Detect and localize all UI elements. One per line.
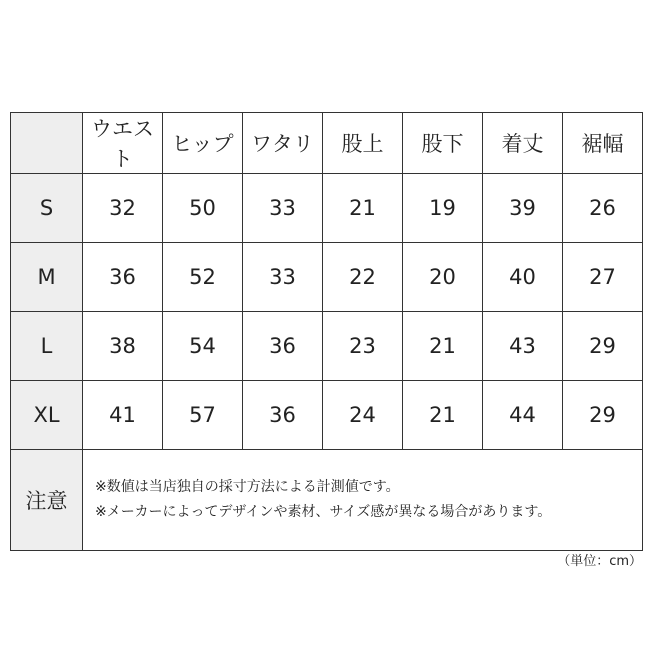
- table-cell: 36: [243, 312, 323, 381]
- size-chart-table: [10, 112, 643, 551]
- table-cell: 38: [83, 312, 163, 381]
- size-label: M: [11, 243, 83, 312]
- note-label: 注意: [11, 450, 83, 551]
- header-length: 着丈: [483, 113, 563, 174]
- size-label: XL: [11, 381, 83, 450]
- table-cell: 52: [163, 243, 243, 312]
- header-waist: ウエスト: [83, 113, 163, 174]
- table-cell: 32: [83, 174, 163, 243]
- size-label: S: [11, 174, 83, 243]
- table-cell: 39: [483, 174, 563, 243]
- note-content: [83, 450, 643, 551]
- table-cell: 44: [483, 381, 563, 450]
- corner-cell: [11, 113, 83, 174]
- header-hip: ヒップ: [163, 113, 243, 174]
- table-cell: 29: [563, 312, 643, 381]
- note-line: ※数値は当店独自の採寸方法による計測値です。: [95, 479, 400, 495]
- table-cell: 22: [323, 243, 403, 312]
- table-cell: 57: [163, 381, 243, 450]
- table-cell: 36: [83, 243, 163, 312]
- table-cell: 20: [403, 243, 483, 312]
- table-cell: 21: [323, 174, 403, 243]
- table-cell: 50: [163, 174, 243, 243]
- table-cell: 33: [243, 243, 323, 312]
- table-cell: 24: [323, 381, 403, 450]
- note-row: [11, 450, 643, 551]
- header-thigh: ワタリ: [243, 113, 323, 174]
- table-cell: 26: [563, 174, 643, 243]
- table-cell: 29: [563, 381, 643, 450]
- table-cell: 41: [83, 381, 163, 450]
- table-cell: 40: [483, 243, 563, 312]
- header-hem-width: 裾幅: [563, 113, 643, 174]
- note-line: ※メーカーによってデザインや素材、サイズ感が異なる場合があります。: [95, 504, 552, 520]
- table-cell: 27: [563, 243, 643, 312]
- unit-note: （単位：cm）: [557, 554, 642, 569]
- header-row: [11, 113, 643, 174]
- table-row: [11, 381, 643, 450]
- header-inseam: 股下: [403, 113, 483, 174]
- size-label: L: [11, 312, 83, 381]
- table-row: [11, 174, 643, 243]
- table-cell: 36: [243, 381, 323, 450]
- table-row: [11, 312, 643, 381]
- table-cell: 54: [163, 312, 243, 381]
- table-row: [11, 243, 643, 312]
- table-cell: 19: [403, 174, 483, 243]
- table-cell: 21: [403, 312, 483, 381]
- table-cell: 43: [483, 312, 563, 381]
- table-cell: 23: [323, 312, 403, 381]
- table-cell: 21: [403, 381, 483, 450]
- table-cell: 33: [243, 174, 323, 243]
- header-rise: 股上: [323, 113, 403, 174]
